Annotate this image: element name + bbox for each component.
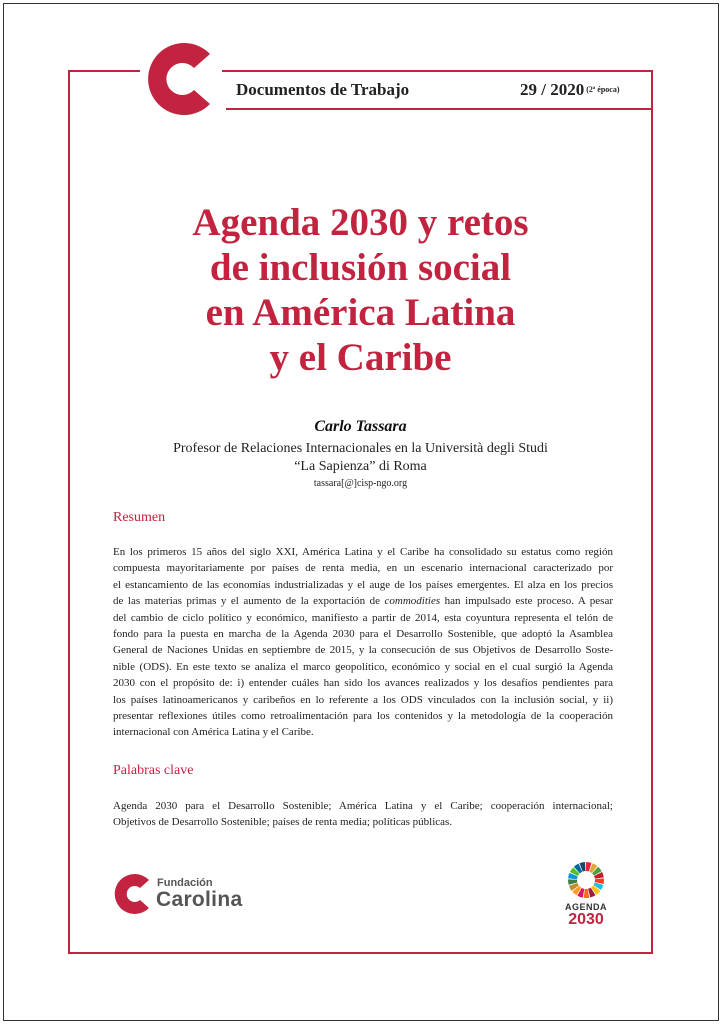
series-title: Documentos de Trabajo	[236, 80, 410, 99]
palabras-clave-body: Agenda 2030 para el Desarrollo Sostenible; América Latina y el Caribe; cooperación internacional; Objetivos de Desarrollo Sostenible; países de renta media; políticas públicas.	[113, 800, 613, 829]
header-rule	[226, 108, 653, 110]
fundacion-carolina-c-logo	[146, 40, 218, 118]
palabras-clave-heading: Palabras clave	[113, 763, 194, 778]
issue-number: 29 / 2020 (2ª época)	[520, 80, 620, 99]
sdg-wheel-icon	[567, 861, 605, 899]
carolina-label: Carolina	[156, 888, 243, 911]
author-name: Carlo Tassara	[314, 418, 407, 435]
agenda-label: AGENDA	[564, 902, 607, 912]
resumen-body: En los primeros 15 años del siglo XXI, América Latina y el Caribe ha consolidado su estatus como región compuesta mayoritariamente por países de renta media, en un escenario internacional caracterizado por el estancamiento de las economías industrializadas y el auge de los países emergentes. El alza en los precios de las materias primas y el aumento de la exportación de commodities han impulsado este proceso. A pesar del cambio de ciclo político y económico, manifiesto a partir de 2014, esta coyuntura representa el telón de fondo para la puesta en marcha de la Agenda 2030 para el Desarrollo Sostenible, que adoptó la Asamblea General de Naciones Unidas en septiembre de 2015, y la consecución de sus Objetivos de Desarrollo Soste- nible (ODS). En este texto se analiza el marco geopolítico, económico y social en el cual surgió la Agenda 2030 con el propósito de: i) entender cuáles han sido los avances realizados y los desafíos pendientes para los países latinoamericanos y caribeños en lo referente a los ODS vinculados con la inclusión social, y ii) presentar reflexiones útiles como retroalimentación para los contenidos y la metodología de la cooperación internacional con América Latina y el Caribe.	[113, 546, 614, 739]
author-email: tassara[@]cisp-ngo.org	[313, 478, 408, 489]
document-title: Agenda 2030 y retos de inclusión social en América Latina y el Caribe	[192, 201, 529, 379]
epoch-label: (2ª época)	[586, 85, 620, 94]
fundacion-label: Fundación	[157, 877, 213, 889]
agenda-year-label: 2030	[568, 911, 604, 928]
fundacion-carolina-logo-icon	[112, 872, 154, 916]
resumen-heading: Resumen	[113, 510, 166, 525]
author-affiliation: Profesor de Relaciones Internacionales en la Università degli Studi “La Sapienza” di Roma	[173, 441, 548, 474]
